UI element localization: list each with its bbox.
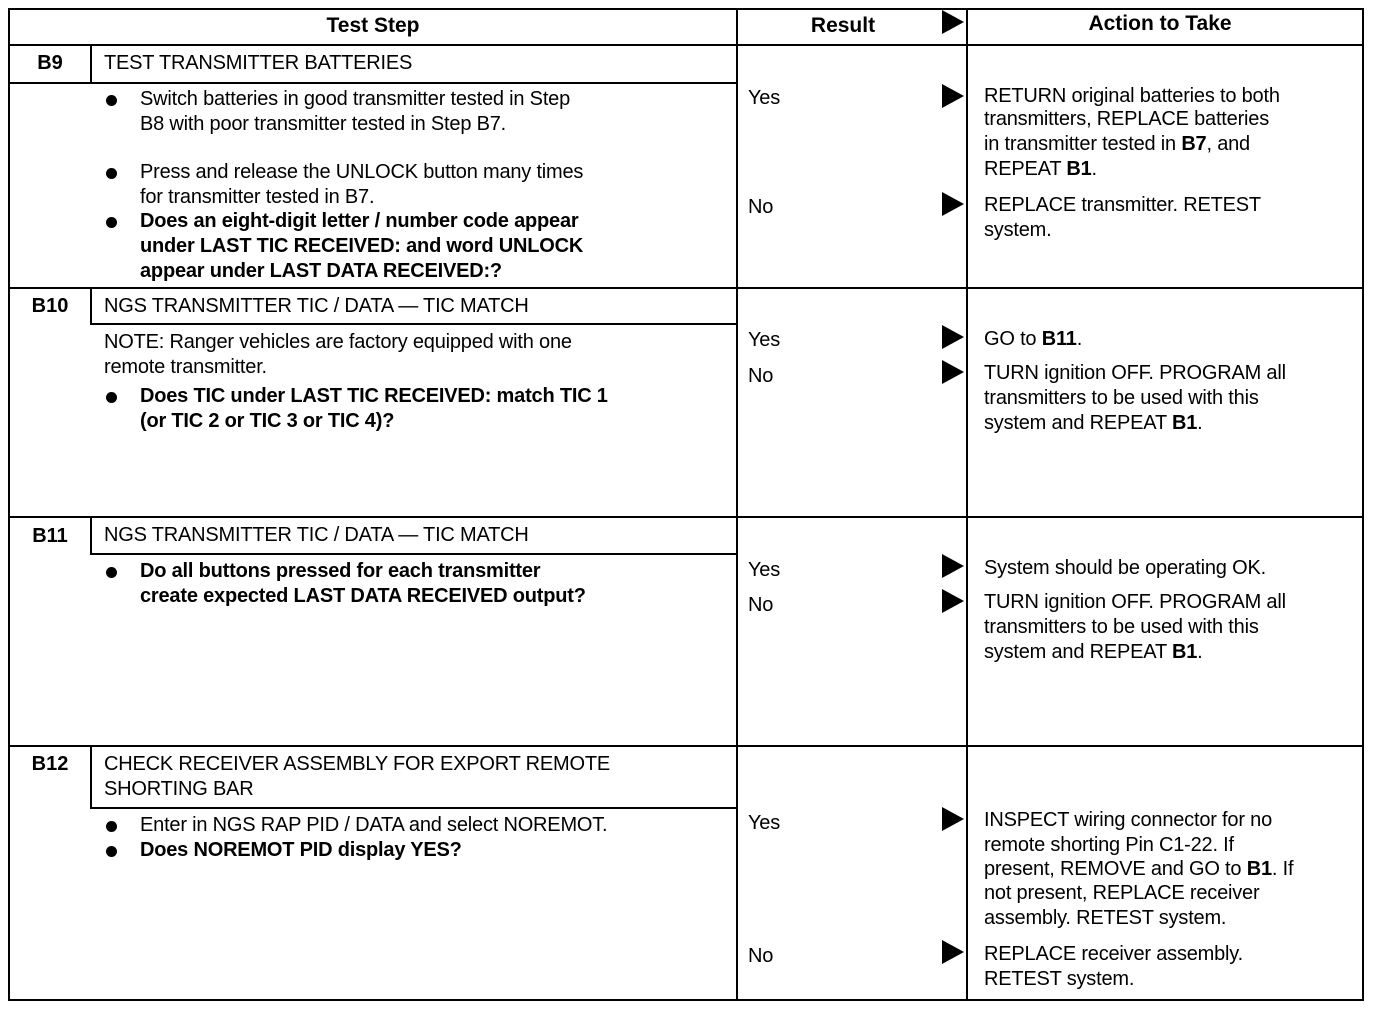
b10-title-underline (90, 323, 737, 325)
b11-step-ref: B1 (1171, 641, 1198, 663)
b12-step-title-line: SHORTING BAR (104, 778, 254, 800)
b11-result-yes: Yes (748, 559, 781, 581)
b9-yes-action-text: , and (1206, 133, 1250, 155)
b11-result-no: No (748, 594, 774, 616)
b10-question-line: (or TIC 2 or TIC 3 or TIC 4)? (140, 410, 395, 432)
b9-no-action-line: system. (984, 219, 1052, 241)
b9-title-underline (8, 82, 737, 84)
b12-result-yes: Yes (748, 812, 781, 834)
b10-note-line: remote transmitter. (104, 356, 267, 378)
b12-no-action-line: REPLACE receiver assembly. (984, 943, 1243, 965)
b12-yes-action-text: present, REMOVE and GO to (984, 858, 1247, 880)
b10-no-action-line: TURN ignition OFF. PROGRAM all (984, 362, 1286, 384)
table-left-border (8, 8, 10, 1001)
b10-yes-action-text: . (1076, 328, 1083, 350)
b11-no-action-line: TURN ignition OFF. PROGRAM all (984, 591, 1286, 613)
b10-result-yes: Yes (748, 329, 781, 351)
bullet-icon (106, 821, 117, 832)
b12-yes-action-line: remote shorting Pin C1-22. If (984, 834, 1234, 856)
b12-step-title-line: CHECK RECEIVER ASSEMBLY FOR EXPORT REMOTE (104, 753, 610, 775)
header-test-step: Test Step (326, 14, 420, 37)
result-column-divider (736, 8, 738, 1001)
action-column-divider (966, 8, 968, 1001)
b11-yes-action: System should be operating OK. (984, 557, 1266, 579)
b9-result-no: No (748, 196, 774, 218)
header-action: Action to Take (1088, 12, 1232, 35)
b10-step-ref: B11 (1041, 328, 1077, 350)
b9-step-title: TEST TRANSMITTER BATTERIES (104, 52, 413, 74)
b12-title-underline (90, 807, 737, 809)
b9-step-number: B9 (37, 52, 63, 74)
b9-question-line: Does an eight-digit letter / number code appear (140, 210, 579, 232)
bullet-icon (106, 392, 117, 403)
b9-num-divider (90, 45, 92, 83)
b9-no-action-line: REPLACE transmitter. RETEST (984, 194, 1261, 216)
table-top-border (8, 8, 1364, 10)
table-right-border (1362, 8, 1364, 1001)
b10-no-arrow-icon (942, 360, 964, 384)
b11-no-action-text: . (1197, 641, 1203, 663)
b10-yes-arrow-icon (942, 325, 964, 349)
b11-yes-arrow-icon (942, 554, 964, 578)
b10-yes-action-text: GO to (984, 328, 1042, 350)
header-divider (8, 44, 1364, 46)
b10-num-divider (90, 288, 92, 324)
b11-question-line: Do all buttons pressed for each transmitter (140, 560, 541, 582)
b9-yes-action-line: RETURN original batteries to both (984, 85, 1280, 107)
b12-question-line: Does NOREMOT PID display YES? (140, 839, 462, 861)
b10-no-action-line (984, 411, 1202, 436)
b9-yes-action-text: in transmitter tested in (984, 133, 1182, 155)
b10-step-title: NGS TRANSMITTER TIC / DATA — TIC MATCH (104, 295, 529, 317)
b9-step-line: for transmitter tested in B7. (140, 186, 375, 208)
b10-no-action-text: system and REPEAT (984, 412, 1172, 434)
b9-yes-action-line (984, 132, 1250, 157)
b9-yes-action-line (984, 157, 1097, 182)
b9-result-yes: Yes (748, 87, 781, 109)
b9-step-ref: B7 (1181, 133, 1207, 155)
b11-no-action-text: system and REPEAT (984, 641, 1172, 663)
b12-num-divider (90, 746, 92, 808)
b12-yes-action-line: not present, REPLACE receiver (984, 882, 1260, 904)
b12-yes-action-line: INSPECT wiring connector for no (984, 809, 1272, 831)
b10-no-action-text: . (1197, 412, 1203, 434)
b11-title-underline (90, 553, 737, 555)
b11-no-action-line: transmitters to be used with this (984, 616, 1259, 638)
b9-step-line: Switch batteries in good transmitter tested in Step (140, 88, 571, 110)
b9-yes-action-line: transmitters, REPLACE batteries (984, 108, 1270, 130)
bullet-icon (106, 846, 117, 857)
b12-result-no: No (748, 945, 774, 967)
b12-no-arrow-icon (942, 940, 964, 964)
b9-yes-action-text: . (1091, 158, 1097, 180)
bullet-icon (106, 567, 117, 578)
b11-question-line: create expected LAST DATA RECEIVED output? (140, 585, 586, 607)
header-result: Result (810, 14, 876, 37)
b12-row-divider (8, 745, 1364, 747)
b12-step-number: B12 (31, 753, 69, 775)
b9-no-arrow-icon (942, 192, 964, 216)
b10-row-divider (8, 287, 1364, 289)
b12-yes-action-line (984, 857, 1293, 882)
b9-step-line: Press and release the UNLOCK button many times (140, 161, 584, 183)
bullet-icon (106, 95, 117, 106)
b10-result-no: No (748, 365, 774, 387)
b10-question-line: Does TIC under LAST TIC RECEIVED: match TIC 1 (140, 385, 608, 407)
bullet-icon (106, 217, 117, 228)
b11-num-divider (90, 517, 92, 554)
b10-note-line: NOTE: Ranger vehicles are factory equipped with one (104, 331, 572, 353)
b11-no-action-line (984, 640, 1202, 665)
b9-yes-arrow-icon (942, 84, 964, 108)
b11-step-title: NGS TRANSMITTER TIC / DATA — TIC MATCH (104, 524, 529, 546)
b11-step-number: B11 (32, 525, 68, 547)
b12-step-line: Enter in NGS RAP PID / DATA and select NOREMOT. (140, 814, 608, 836)
b12-yes-action-text: . If (1271, 858, 1294, 880)
b10-step-ref: B1 (1171, 412, 1198, 434)
b12-no-action-line: RETEST system. (984, 968, 1135, 990)
b9-step-ref: B1 (1066, 158, 1092, 180)
b9-question-line: under LAST TIC RECEIVED: and word UNLOCK (140, 235, 584, 257)
table-bottom-border (8, 999, 1364, 1001)
b11-no-arrow-icon (942, 589, 964, 613)
b10-yes-action-line (984, 327, 1082, 352)
b9-yes-action-text: REPEAT (984, 158, 1067, 180)
b9-question-line: appear under LAST DATA RECEIVED:? (140, 260, 502, 282)
b10-step-number: B10 (31, 295, 69, 317)
header-arrow-icon (942, 10, 964, 34)
b12-step-ref: B1 (1246, 858, 1272, 880)
b12-yes-arrow-icon (942, 807, 964, 831)
b11-row-divider (8, 516, 1364, 518)
bullet-icon (106, 168, 117, 179)
b12-yes-action-line: assembly. RETEST system. (984, 907, 1227, 929)
b10-no-action-line: transmitters to be used with this (984, 387, 1259, 409)
b9-step-line: B8 with poor transmitter tested in Step B7. (140, 113, 507, 135)
